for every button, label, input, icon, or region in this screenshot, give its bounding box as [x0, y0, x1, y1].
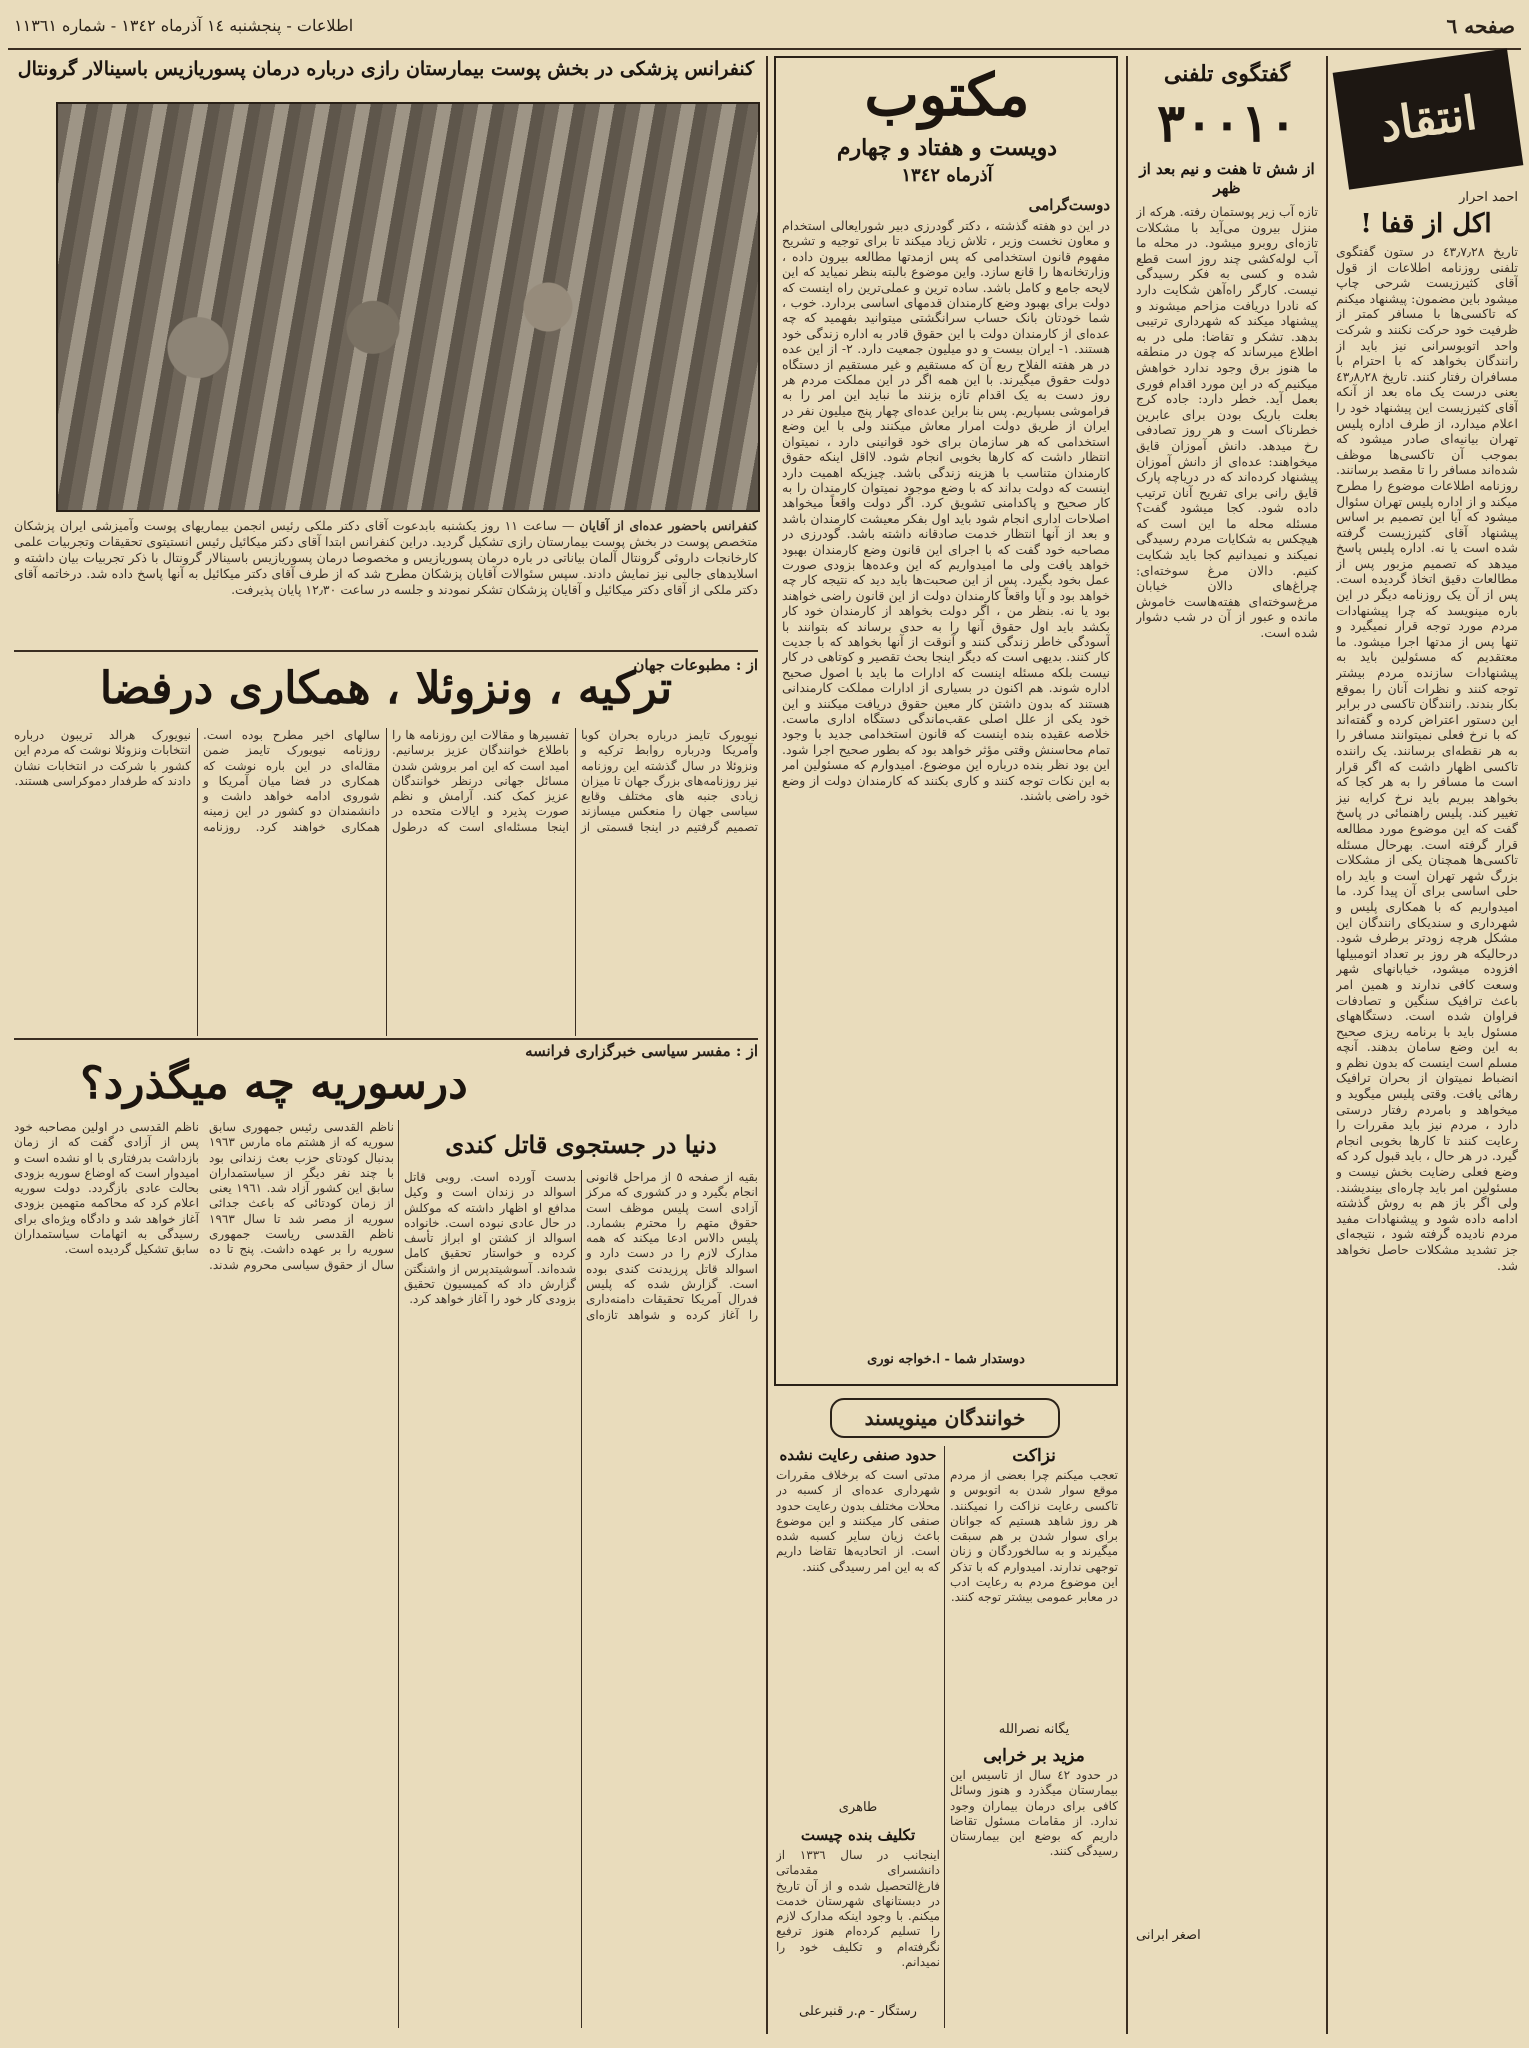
teacher-signature: رستگار - م.ر قنبرعلی — [799, 2004, 917, 2019]
readers-banner: خوانندگان مینویسند — [830, 1398, 1060, 1438]
teacher-title: تکلیف بنده چیست — [800, 1826, 916, 1844]
masthead-rule — [8, 48, 1521, 50]
column-rule-4 — [1326, 56, 1328, 2034]
turkey-headline: ترکیه ، ونزوئلا ، همکاری درفضا — [99, 663, 673, 714]
turkey-source: از : مطبوعات جهان — [633, 656, 758, 674]
teacher-body: اینجانب در سال ١٣٣٦ از دانشسرای مقدماتی فارغ‌التحصیل شده و از آن تاریخ در دبستانهای شهرستان خدمت میکنم. با وجود اینکه مدارک لازم را تسلیم کرده‌ام هنوز ترفیع نگرفته‌ام و تکلیف خود را نمیدانم. — [776, 1848, 940, 1970]
ruin-title: مزید بر خرابی — [983, 1746, 1085, 1766]
syria-source: از : مفسر سیاسی خبرگزاری فرانسه — [525, 1042, 758, 1060]
professional-body: مدتی است که برخلاف مقررات شهرداری عده‌ای از کسبه در محلات مختلف بدون رعایت حدود صنفی کار میکنند و این موضوع باعث زیان سایر کسبه شده است. از اتحادیه‌ها تقاضا داریم که به این امر رسیدگی کنند. — [776, 1468, 940, 1574]
letter-date: آذرماه ١٣٤٢ — [901, 165, 993, 186]
column-rule-1 — [398, 1120, 399, 2028]
world-headline: دنیا در جستجوی قاتل کندی — [445, 1130, 717, 1159]
photo-caption: کنفرانس باحضور عده‌ای از آقایان — [579, 518, 758, 533]
critique-headline: اکل از قفا ! — [1360, 209, 1492, 239]
syria-body: ناظم القدسی رئیس جمهوری سابق سوریه که از هشتم ماه مارس ١٩٦٣ بدنبال کودتای حزب بعث زندانی بود با چند نفر دیگر از سیاستمداران سابق این کشور آزاد شد. ١٩٦١ یعنی از زمان کودتائی که باعث جدائی سوریه از مصر شد تا سال ١٩٦٣ ناظم القدسی ریاست جمهوری سوریه را بر عهده داشت. پنج تا ده سال از حقوق سیاسی محروم شدند. ناظم القدسی در اولین مصاحبه خود پس از آزادی گفت که از زمان بازداشت بدرفتاری با او نشده است و امیدوار است که اوضاع سوریه بزودی بحالت عادی بازگردد. دولت سوریه اعلام کرد که محاکمه متهمین بزودی آغاز خواهد شد و دادگاه ویژه‌ای برای رسیدگی به اتهامات سیاستمداران سابق تشکیل گردیده است. — [14, 1120, 394, 1272]
professional-title: حدود صنفی رعایت نشده — [779, 1446, 937, 1464]
courtesy-signature: یگانه نصرالله — [998, 1722, 1070, 1737]
conference-text: ساعت ١١ روز یکشنبه بابدعوت آقای دکتر ملکی رئیس انجمن بیماریهای پوست وآمیزشی ایران پزشکان متخصص پوست در بخش پوست بیمارستان رازی تشکیل گردید. دراین کنفرانس ابتدا آقای دکتر میکائیل رئیس انستیتوی تحقیقات وتجربیات علمی کارخانجات داروئی گرونتال آلمان بیاناتی در باره درمان پسوریازیس و مخصوصا درمان پسوریازیس باسینالار گرونتال با ذکر تجربیات بیان داشته و اسلایدهای جالبی نیز نمایش دادند. سپس سئوالات آقایان پزشکان مطرح شد که از طرف آقای دکتر میکائیل به آنها پاسخ داده شد. درخاتمه آقای دکتر ملکی از آقای دکتر میکائیل و آقایان پزشکان تشکر نمودند و جلسه در ساعت ١٢٫٣٠ پایان پذیرفت. — [14, 518, 758, 597]
letter-title: مکتوب — [864, 61, 1030, 129]
masthead — [10, 6, 1519, 46]
phone-hours: از شش تا هفت و نیم بعد از ظهر — [1139, 160, 1315, 197]
courtesy-title: نزاکت — [1012, 1446, 1056, 1466]
issue-line: اطلاعات - پنجشنبه ١٤ آذرماه ١٣٤٢ - شماره ١١٣٦١ — [14, 16, 354, 35]
conference-body: کنفرانس باحضور عده‌ای از آقایان — ساعت ١١ روز یکشنبه بابدعوت آقای دکتر ملکی رئیس انجمن بیماریهای پوست وآمیزشی ایران پزشکان متخصص پوست در بخش پوست بیمارستان رازی تشکیل گردید. دراین کنفرانس ابتدا آقای دکتر میکائیل رئیس انستیتوی تحقیقات وتجربیات علمی کارخانجات داروئی گرونتال آلمان بیاناتی در باره درمان پسوریازیس و مخصوصا درمان پسوریازیس باسینالار گرونتال با ذکر تجربیات بیان داشته و اسلایدهای جالبی نیز نمایش دادند. سپس سئوالات آقایان پزشکان مطرح شد که از طرف آقای دکتر میکائیل به آنها پاسخ داده شد. درخاتمه آقای دکتر ملکی از آقای دکتر میکائیل و آقایان پزشکان تشکر نمودند و جلسه در ساعت ١٢٫٣٠ پایان پذیرفت. — [14, 518, 758, 597]
letter-signoff: دوستدار شما - ا.خواجه نوری — [867, 1352, 1025, 1367]
phone-signature: اصغر ابرانی — [1136, 1928, 1201, 1943]
world-body: بقیه از صفحه ٥ از مراحل قانونی انجام بگیرد و در کشوری که مرکز آزادی است پلیس موظف است حقوق متهم را محترم بشمارد. پلیس دالاس ادعا میکند که همه مدارک لازم را در دست دارد و اسوالد قاتل پرزیدنت کندی بوده است. گزارش شده که پلیس فدرال آمریکا تحقیقات دامنه‌داری را آغاز کرده و شواهد تازه‌ای بدست آورده است. روبی قاتل اسوالد در زندان است و وکیل مدافع او اظهار داشته که موکلش در حال عادی نبوده است. خانواده اسوالد از کشتن او ابراز تأسف کرده و خواستار تحقیق کامل شده‌اند. آسوشیتدپرس از واشنگتن گزارش داد که کمیسیون تحقیق بزودی کار خود را آغاز خواهد کرد. — [404, 1170, 758, 1322]
conference-title: کنفرانس پزشکی در بخش پوست بیمارستان رازی درباره درمان پسوریازیس باسینالار گرونتال — [17, 58, 755, 80]
letters-column-rule — [944, 1446, 945, 2028]
professional-signature: طاهری — [838, 1800, 878, 1815]
turkey-body: نیویورک تایمز درباره بحران کوبا وآمریکا ودرباره روابط ترکیه و ونزوئلا در سال گذشته این روزنامه نیز روزنامه‌های بزرگ جهان تا میزان زیادی جنبه های مختلف وقایع سیاسی جهان را منعکس میسازند تصمیم گرفتیم در اینجا قسمتی از تفسیرها و مقالات این روزنامه ها را باطلاع خوانندگان عزیز برسانیم. امید است که این امر بروشن شدن مسائل جهانی درنظر خوانندگان عزیز کمک کند. آرامش و نظم صورت پذیرد و ایالات متحده در اینجا مسئله‌ای است که درطول سالهای اخیر مطرح بوده است. روزنامه نیویورک تایمز ضمن مقاله‌ای در این باره نوشت که همکاری در فضا میان آمریکا و شوروی ادامه خواهد داشت و دانشمندان دو کشور در این زمینه همکاری خواهند کرد. روزنامه نیویورک هرالد تریبون درباره انتخابات ونزوئلا نوشت که مردم این کشور با شرکت در انتخابات نشان دادند که طرفدار دموکراسی هستند. — [14, 728, 758, 834]
phone-number: ٣٠٠١٠ — [1157, 93, 1297, 154]
courtesy-body: تعجب میکنم چرا بعضی از مردم موقع سوار شدن به اتوبوس و تاکسی رعایت نزاکت را نمیکنند. هر روز شاهد هستیم که جوانان برای سوار شدن بر هم سبقت میگیرند و به سالخوردگان و زنان توجهی ندارند. امیدوارم که با تذکر این موضوع مردم به رعایت ادب در معابر عمومی بیشتر توجه کنند. — [950, 1468, 1118, 1605]
critique-author: احمد احرار — [1459, 190, 1518, 205]
critique-body: تاریخ ٤٣٫٧٫٢٨ در ستون گفتگوی تلفنی روزنامه اطلاعات از قول آقای کثیرزیست شرحی چاپ میشود باین مضمون: پیشنهاد میکنم که تاکسی‌ها با مسافر کمتر از ظرفیت خود حرکت نکنند و شرکت واحد اتوبوسرانی نیز باید از رانندگان بخواهد که با احترام با مسافران رفتار کنند. تاریخ ٤٣٫٨٫٢٨ بعنی درست یک ماه بعد از آنکه آقای کثیرزیست این پیشنهاد خود را اعلام میدارد، از طرف اداره پلیس تهران بیانیه‌ای صادر میشود که بموجب آن تاکسی‌ها موظف شده‌اند مسافر را تا مقصد برسانند. روزنامه اطلاعات موضوع را مطرح میکند و از اداره پلیس تهران سئوال میشود که آیا این تصمیم بر اساس پیشنهاد آقای کثیرزیست گرفته شده است یا نه. اداره پلیس پاسخ میدهد که تصمیم مزبور پس از مطالعات دقیق اتخاذ گردیده است. پس از آن یک روزنامه دیگر در این باره مینویسد که چرا پیشنهادات مردم مورد توجه قرار نمیگیرد و تنها پس از مدتها اجرا میشود. ما معتقدیم که مسئولین باید به پیشنهادات سازنده مردم بیشتر توجه کنند و نظرات آنان را بموقع بکار بندند. رانندگان تاکسی در برابر این دستور اعتراض کرده و گفته‌اند که با نرخ فعلی نمیتوانند مسافر را به هر نقطه‌ای برسانند. یک راننده تاکسی اظهار داشت که اگر قرار است ما مسافر را به هر کجا که بخواهد ببریم باید نرخ کرایه نیز تغییر کند. پلیس راهنمائی در پاسخ گفت که این موضوع مورد مطالعه قرار گرفته است. بهرحال مسئله تاکسی‌ها همچنان یکی از مشکلات بزرگ شهر تهران است و باید راه حلی اساسی برای آن پیدا کرد. ما امیدواریم که با همکاری پلیس و شهرداری و سندیکای رانندگان این مشکل هرچه زودتر برطرف شود. درحالیکه هر روز بر تعداد اتومبیلها افزوده میشود، خیابانهای شهر وسعت کافی ندارند و همین امر باعث ترافیک سنگین و تصادفات فراوان شده است. دستگاههای مسئول باید با برنامه ریزی صحیح به این وضع سامان بدهند. آنچه مسلم است اینست که بدون نظم و انضباط نمیتوان از بحران ترافیک رهائی یافت. وقتی پلیس میگوید و میخواهد و بامردم رفتار درستی دارد ، مردم نیز باید مقررات را رعایت کنند تا کارها بخوبی انجام گیرد. در هر حال ، باید قبول کرد که وضع فعلی رضایت بخش نیست و مسئولین امر باید چاره‌ای بیندیشند. ولی اگر باز هم به روش گذشته ادامه داده شود و پیشنهادات مفید مردم نادیده گرفته شود ، نتیجه‌ای جز تشدید مشکلات حاصل نخواهد شد. — [1336, 244, 1518, 1273]
ruin-body: در حدود ٤٢ سال از تاسیس این بیمارستان میگذرد و هنوز وسائل کافی برای درمان بیماران وجود ندارد. از مقامات مسئول تقاضا داریم که بوضع این بیمارستان رسیدگی کنند. — [950, 1768, 1118, 1859]
letter-subtitle: دویست و هفتاد و چهارم — [836, 135, 1058, 161]
section-rule — [14, 650, 758, 652]
photo-side-text — [14, 102, 50, 512]
page-number: صفحه ٦ — [1446, 14, 1515, 38]
column-rule-2 — [766, 56, 768, 2034]
critique-logo: انتقاد — [1333, 48, 1524, 189]
letter-greeting: دوست‌گرامی — [1028, 196, 1110, 214]
phone-body: تازه آب زیر پوستمان رفته. هرکه از منزل بیرون می‌آید با مشکلات تازه‌ای روبرو میشود. در محله ما آب لوله‌کشی چند روز است قطع شده و کسی به فکر رسیدگی نیست. کارگر راه‌آهن شکایت دارد که نادرا دریافت مزاحم میشوند و پیشنهاد میکند که شهرداری ترتیبی بدهد. تشکر و تقاضا: ملی در به اطلاع میرساند که چون در منطقه ما هنوز برق وجود ندارد خواهش میکنیم که در این مورد اقدام فوری بعمل آید. خطر دارد: جاده کرج بعلت باریک بودن برای عابرین خطرناک است و هر روز تصادفی رخ میدهد. دانش آموزان قایق میخواهند: عده‌ای از دانش آموزان پیشنهاد کرده‌اند که در دریاچه پارک قایق رانی برای تفریح آنان ترتیب داده شود. کجا میشود گفت؟ مسئله محله ما این است که هیچکس به شکایات مردم رسیدگی نمیکند و نمیدانیم کجا باید شکایت کنیم. دالان مرغ سوخته‌ای: چراغ‌های دالان خیابان مرغ‌سوخته‌ای هفته‌هاست خاموش مانده و عبور از آن در شب دشوار شده است. — [1136, 204, 1318, 641]
section-rule-2 — [14, 1038, 758, 1040]
letter-body: در این دو هفته گذشته ، دکتر گودرزی دبیر شورایعالی استخدام و معاون نخست وزیر ، تلاش زیاد میکند تا برای توجیه و تشریح مفهوم قانون استخدامی که پس ازمدتها مطالعه بیرون داده ، وزارتخانه‌ها را قانع سازد. واین موضوع بالبته بنظر نمیاید که این لایحه جامع و کامل باشد. ساده ترین و عملی‌ترین راه اینست که دولت برای بهبود وضع کارمندان قدمهای اساسی بردارد. خوب ، شما خودتان بانک حساب سرانگشتی میتوانید بفهمید که چه عده‌ای از کارمندان دولت با این حقوق قادر به اداره زندگی خود هستند. ١- ایران بیست و دو میلیون جمعیت دارد. ٢- از این عده در هر هفته الفلاح ربع آن که مستقیم و غیر مستقیم از دستگاه دولت حقوق میگیرند. با این همه اگر در این مملکت مردم هر روز دست به یک اقدام تازه بزنند ما نباید این امر را به فراموشی بسپاریم. پس بنا براین عده‌ای چهار پنج میلیون نفر در ایران از طریق دولت امرار معاش میکنند ولی با این وضع استخدامی که هر سازمان برای خود قوانینی دارد ، نمیتوان انتظار داشت که کارها بخوبی انجام شود. لااقل اینکه حقوق کارمندان متناسب با هزینه زندگی باشد. چیزیکه اهمیت دارد اینست که دولت بداند که با وضع موجود نمیتوان کارمندان را به کار صحیح و پاکدامنی تشویق کرد. اگر دولت واقعاً میخواهد اصلاحات اداری انجام شود باید اول بفکر معیشت کارمندان باشد و بعد از آنها انتظار خدمت صادقانه داشته باشد. گودرزی در مصاحبه خود گفت که با اجرای این قانون وضع کارمندان بهبود خواهد یافت ولی ما امیدواریم که این وعده‌ها بزودی صورت عمل بخود بگیرد. پس از این صحبت‌ها باید دید که نتیجه کار چه خواهد بود و آیا واقعاً کارمندان دولت از این قانون راضی خواهند بود یا نه. بنظر من ، اگر دولت بخواهد از کارمندان خود کار بکشد باید اول حقوق آنها را به حدی برساند که بتوانند با آسودگی خاطر زندگی کنند و آنوقت از آنها بخواهد که با جدیت کار کنند. بدیهی است که دیگر اینجا بحث تقصیر و کوتاهی در کار نیست بلکه مسئله اینست که ادارات ما باید با اصول صحیح اداره شوند. هم اکنون در بسیاری از ادارات مملکت کارمندانی هستند که بدون داشتن کار معین حقوق دریافت میکنند و این خود یکی از علل اصلی عقب‌ماندگی دستگاه اداری ماست. خلاصه عقیده بنده اینست که قانون استخدامی جدید با وجود تمام محاسنش وقتی مؤثر خواهد بود که بطور صحیح اجرا شود. این بود نظر بنده درباره این موضوع. امیدوارم که مسئولین امر به این نکات توجه کنند و کاری بکنند که کارمندان دولت از وضع خود راضی باشند. — [782, 218, 1110, 804]
phone-header: گفتگوی تلفنی — [1163, 61, 1291, 87]
column-rule-3 — [1126, 56, 1128, 2034]
syria-headline: درسوریه چه میگذرد؟ — [80, 1058, 468, 1109]
conference-photo — [56, 102, 760, 512]
